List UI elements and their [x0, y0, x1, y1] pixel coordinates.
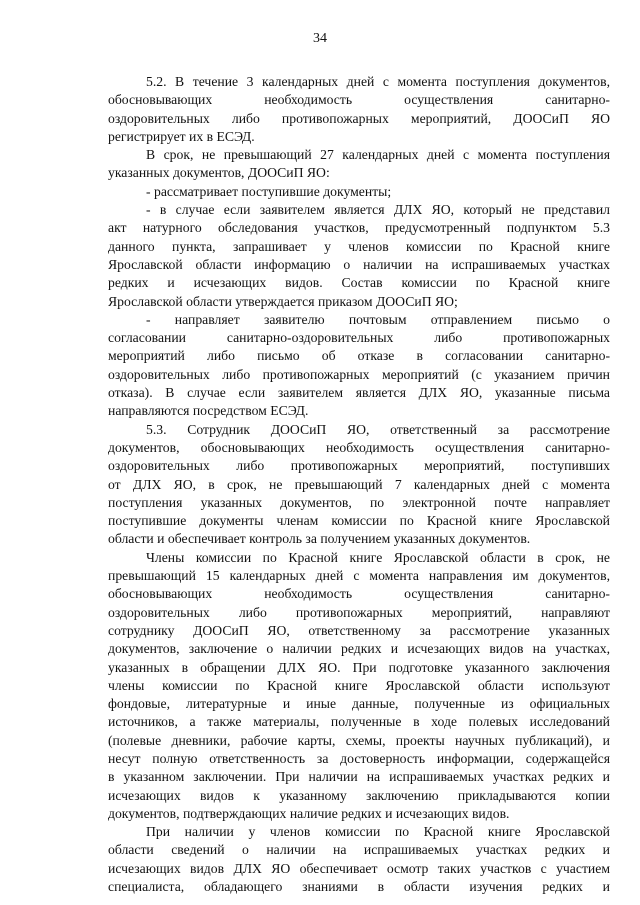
- text-line: отказа). В случае если заявителем является ДЛХ ЯО, указанные письма: [108, 385, 610, 401]
- text-line: При наличии у членов комиссии по Красной книге Ярославской: [146, 824, 610, 840]
- text-line: направляются посредством ЕСЭД.: [108, 403, 309, 419]
- text-line: - рассматривает поступившие документы;: [146, 183, 392, 199]
- text-line: оздоровительных либо противопожарных мероприятий, направляют: [108, 604, 610, 620]
- text-line: оздоровительных либо противопожарных мероприятий (с указанием причин: [108, 366, 610, 382]
- text-line: данного пункта, запрашивает у членов комиссии по Красной книге: [108, 238, 610, 254]
- text-line: документов, подтверждающих наличие редких и исчезающих видов.: [108, 805, 510, 821]
- text-line: несут полную ответственность за достоверность информации, содержащейся: [108, 750, 610, 766]
- text-line: Ярославской области утверждается приказом ДООСиП ЯО;: [108, 293, 458, 309]
- text-line: (полевые дневники, рабочие карты, схемы, проекты научных публикаций), и: [108, 732, 610, 748]
- text-line: 5.2. В течение 3 календарных дней с момента поступления документов,: [146, 74, 610, 89]
- text-line: мероприятий либо письмо об отказе в согласовании санитарно-: [108, 348, 610, 364]
- text-line: документов, заключение о наличии редких и исчезающих видов на участках,: [108, 641, 610, 657]
- text-line: сотруднику ДООСиП ЯО, ответственному за рассмотрение указанных: [108, 622, 610, 638]
- page-number: 34: [313, 31, 327, 46]
- text-line: от ДЛХ ЯО, в срок, не превышающий 7 календарных дней с момента: [108, 476, 610, 492]
- text-line: обосновывающих необходимость осуществления санитарно-: [108, 92, 610, 108]
- text-line: области и обеспечивает контроль за получением указанных документов.: [108, 531, 531, 547]
- text-line: документов, обосновывающих необходимость осуществления санитарно-: [108, 439, 610, 455]
- text-line: Ярославской области информацию о наличии на испрашиваемых участках: [108, 256, 610, 272]
- text-line: 5.3. Сотрудник ДООСиП ЯО, ответственный за рассмотрение: [146, 421, 610, 437]
- text-line: редких и исчезающих видов. Состав комиссии по Красной книге: [108, 275, 610, 291]
- text-line: обосновывающих необходимость осуществления санитарно-: [108, 586, 610, 602]
- text-line: источников, а также материалы, полученные в ходе полевых исследований: [108, 714, 610, 730]
- text-line: в указанном заключении. При наличии на испрашиваемых участках редких и: [108, 769, 610, 785]
- text-line: исчезающих видов к указанному заключению прикладываются копии: [108, 787, 610, 803]
- text-line: - направляет заявителю почтовым отправлением письмо о: [146, 311, 610, 327]
- text-line: области сведений о наличии на испрашиваемых участках редких и: [108, 842, 610, 858]
- text-line: - в случае если заявителем является ДЛХ ЯО, который не представил: [146, 202, 610, 218]
- text-line: Члены комиссии по Красной книге Ярославской области в срок, не: [146, 549, 610, 565]
- text-line: указанных в обращении ДЛХ ЯО. При подготовке указанного заключения: [108, 659, 610, 675]
- text-line: оздоровительных либо противопожарных мероприятий, поступивших: [108, 458, 610, 474]
- text-line: члены комиссии по Красной книге Ярославской области используют: [108, 677, 610, 693]
- text-line: В срок, не превышающий 27 календарных дней с момента поступления: [146, 147, 610, 163]
- text-line: поступления указанных документов, по электронной почте направляет: [108, 494, 610, 510]
- text-line: оздоровительных либо противопожарных мероприятий, ДООСиП ЯО: [108, 110, 610, 126]
- text-line: специалиста, обладающего знаниями в области изучения редких и: [108, 879, 610, 895]
- text-line: поступившие документы членам комиссии по Красной книге Ярославской: [108, 513, 610, 529]
- text-line: согласовании санитарно-оздоровительных либо противопожарных: [108, 330, 610, 346]
- text-line: фондовые, литературные и иные данные, полученные из официальных: [108, 696, 610, 712]
- text-line: регистрирует их в ЕСЭД.: [108, 128, 255, 144]
- text-line: акт натурного обследования участков, предусмотренный подпунктом 5.3: [108, 220, 610, 236]
- text-line: исчезающих видов ДЛХ ЯО обеспечивает осмотр таких участков с участием: [108, 860, 610, 876]
- text-line: превышающий 15 календарных дней с момента направления им документов,: [108, 568, 610, 584]
- text-line: указанных документов, ДООСиП ЯО:: [108, 165, 330, 181]
- document-body: [108, 73, 610, 896]
